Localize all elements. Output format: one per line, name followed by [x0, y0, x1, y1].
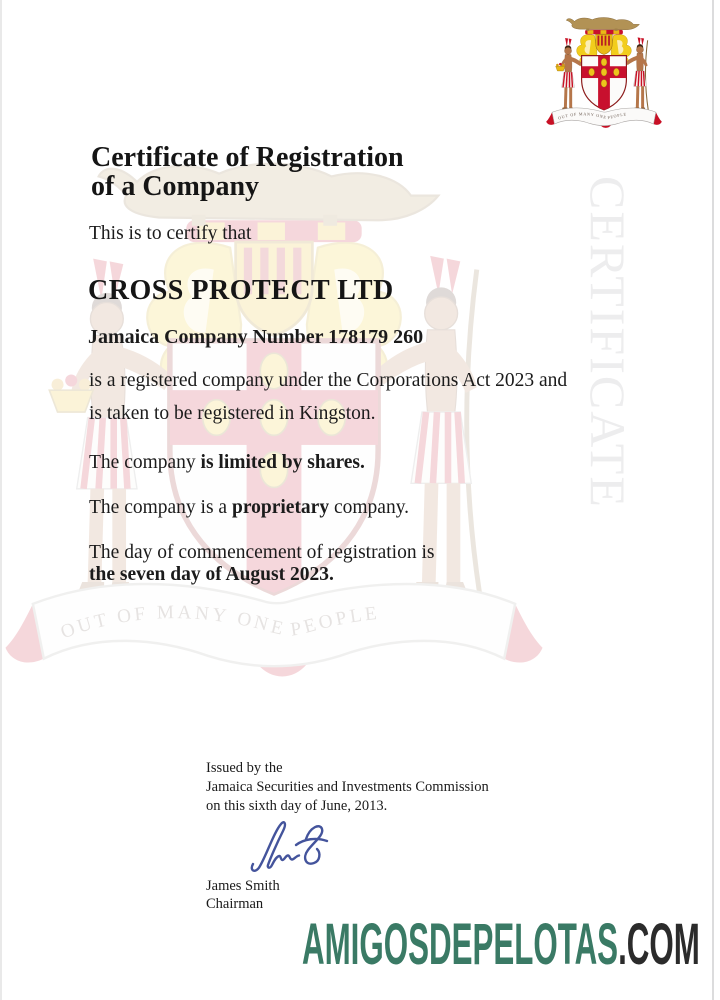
commencement-block — [89, 542, 434, 585]
commencement-line1: The day of commencement of registration is — [89, 542, 435, 563]
limited-by-shares-line — [89, 452, 365, 474]
issuer-line3: on this sixth day of June, 2013. — [206, 798, 388, 814]
intro-line: This is to certify that — [89, 223, 252, 244]
company-number-line: Jamaica Company Number 178179 260 — [88, 326, 424, 348]
signatory-title: Chairman — [206, 896, 264, 912]
proprietary-post-text: company. — [329, 497, 410, 518]
certificate-title-line1: Certificate of Registration — [91, 142, 404, 173]
certificate-title — [91, 143, 404, 201]
commencement-line2: the seven day of August 2023. — [89, 563, 334, 585]
jamaica-coat-of-arms-icon — [545, 12, 663, 137]
proprietary-line — [89, 497, 409, 519]
signature-script — [244, 816, 336, 876]
brand-tld-text: .COM — [618, 912, 700, 977]
registration-line2: is taken to be registered in Kingston. — [89, 403, 376, 424]
proprietary-bold-text: proprietary — [231, 497, 330, 518]
company-name: CROSS PROTECT LTD — [88, 275, 394, 306]
signatory-name: James Smith — [206, 878, 280, 894]
jamaica-coat-of-arms-watermark — [0, 138, 548, 719]
proprietary-pre-text: The company is a — [89, 497, 232, 518]
limited-normal-text: The company — [89, 452, 201, 473]
signatory-block — [206, 877, 280, 913]
registration-line1: is a registered company under the Corporations Act 2023 and — [89, 370, 568, 391]
brand-name-text: AMIGOSDEPELOTAS — [302, 912, 619, 977]
issuer-line1: Issued by the — [206, 760, 283, 776]
vertical-certificate-watermark: CERTIFICATE — [580, 176, 636, 509]
issuer-block — [206, 759, 489, 816]
page-edge-line-right — [712, 0, 714, 1000]
certificate-title-line2: of a Company — [91, 171, 260, 202]
limited-bold-text: is limited by shares. — [200, 452, 365, 473]
issuer-line2: Jamaica Securities and Investments Commission — [206, 779, 489, 795]
brand-watermark — [302, 912, 700, 977]
